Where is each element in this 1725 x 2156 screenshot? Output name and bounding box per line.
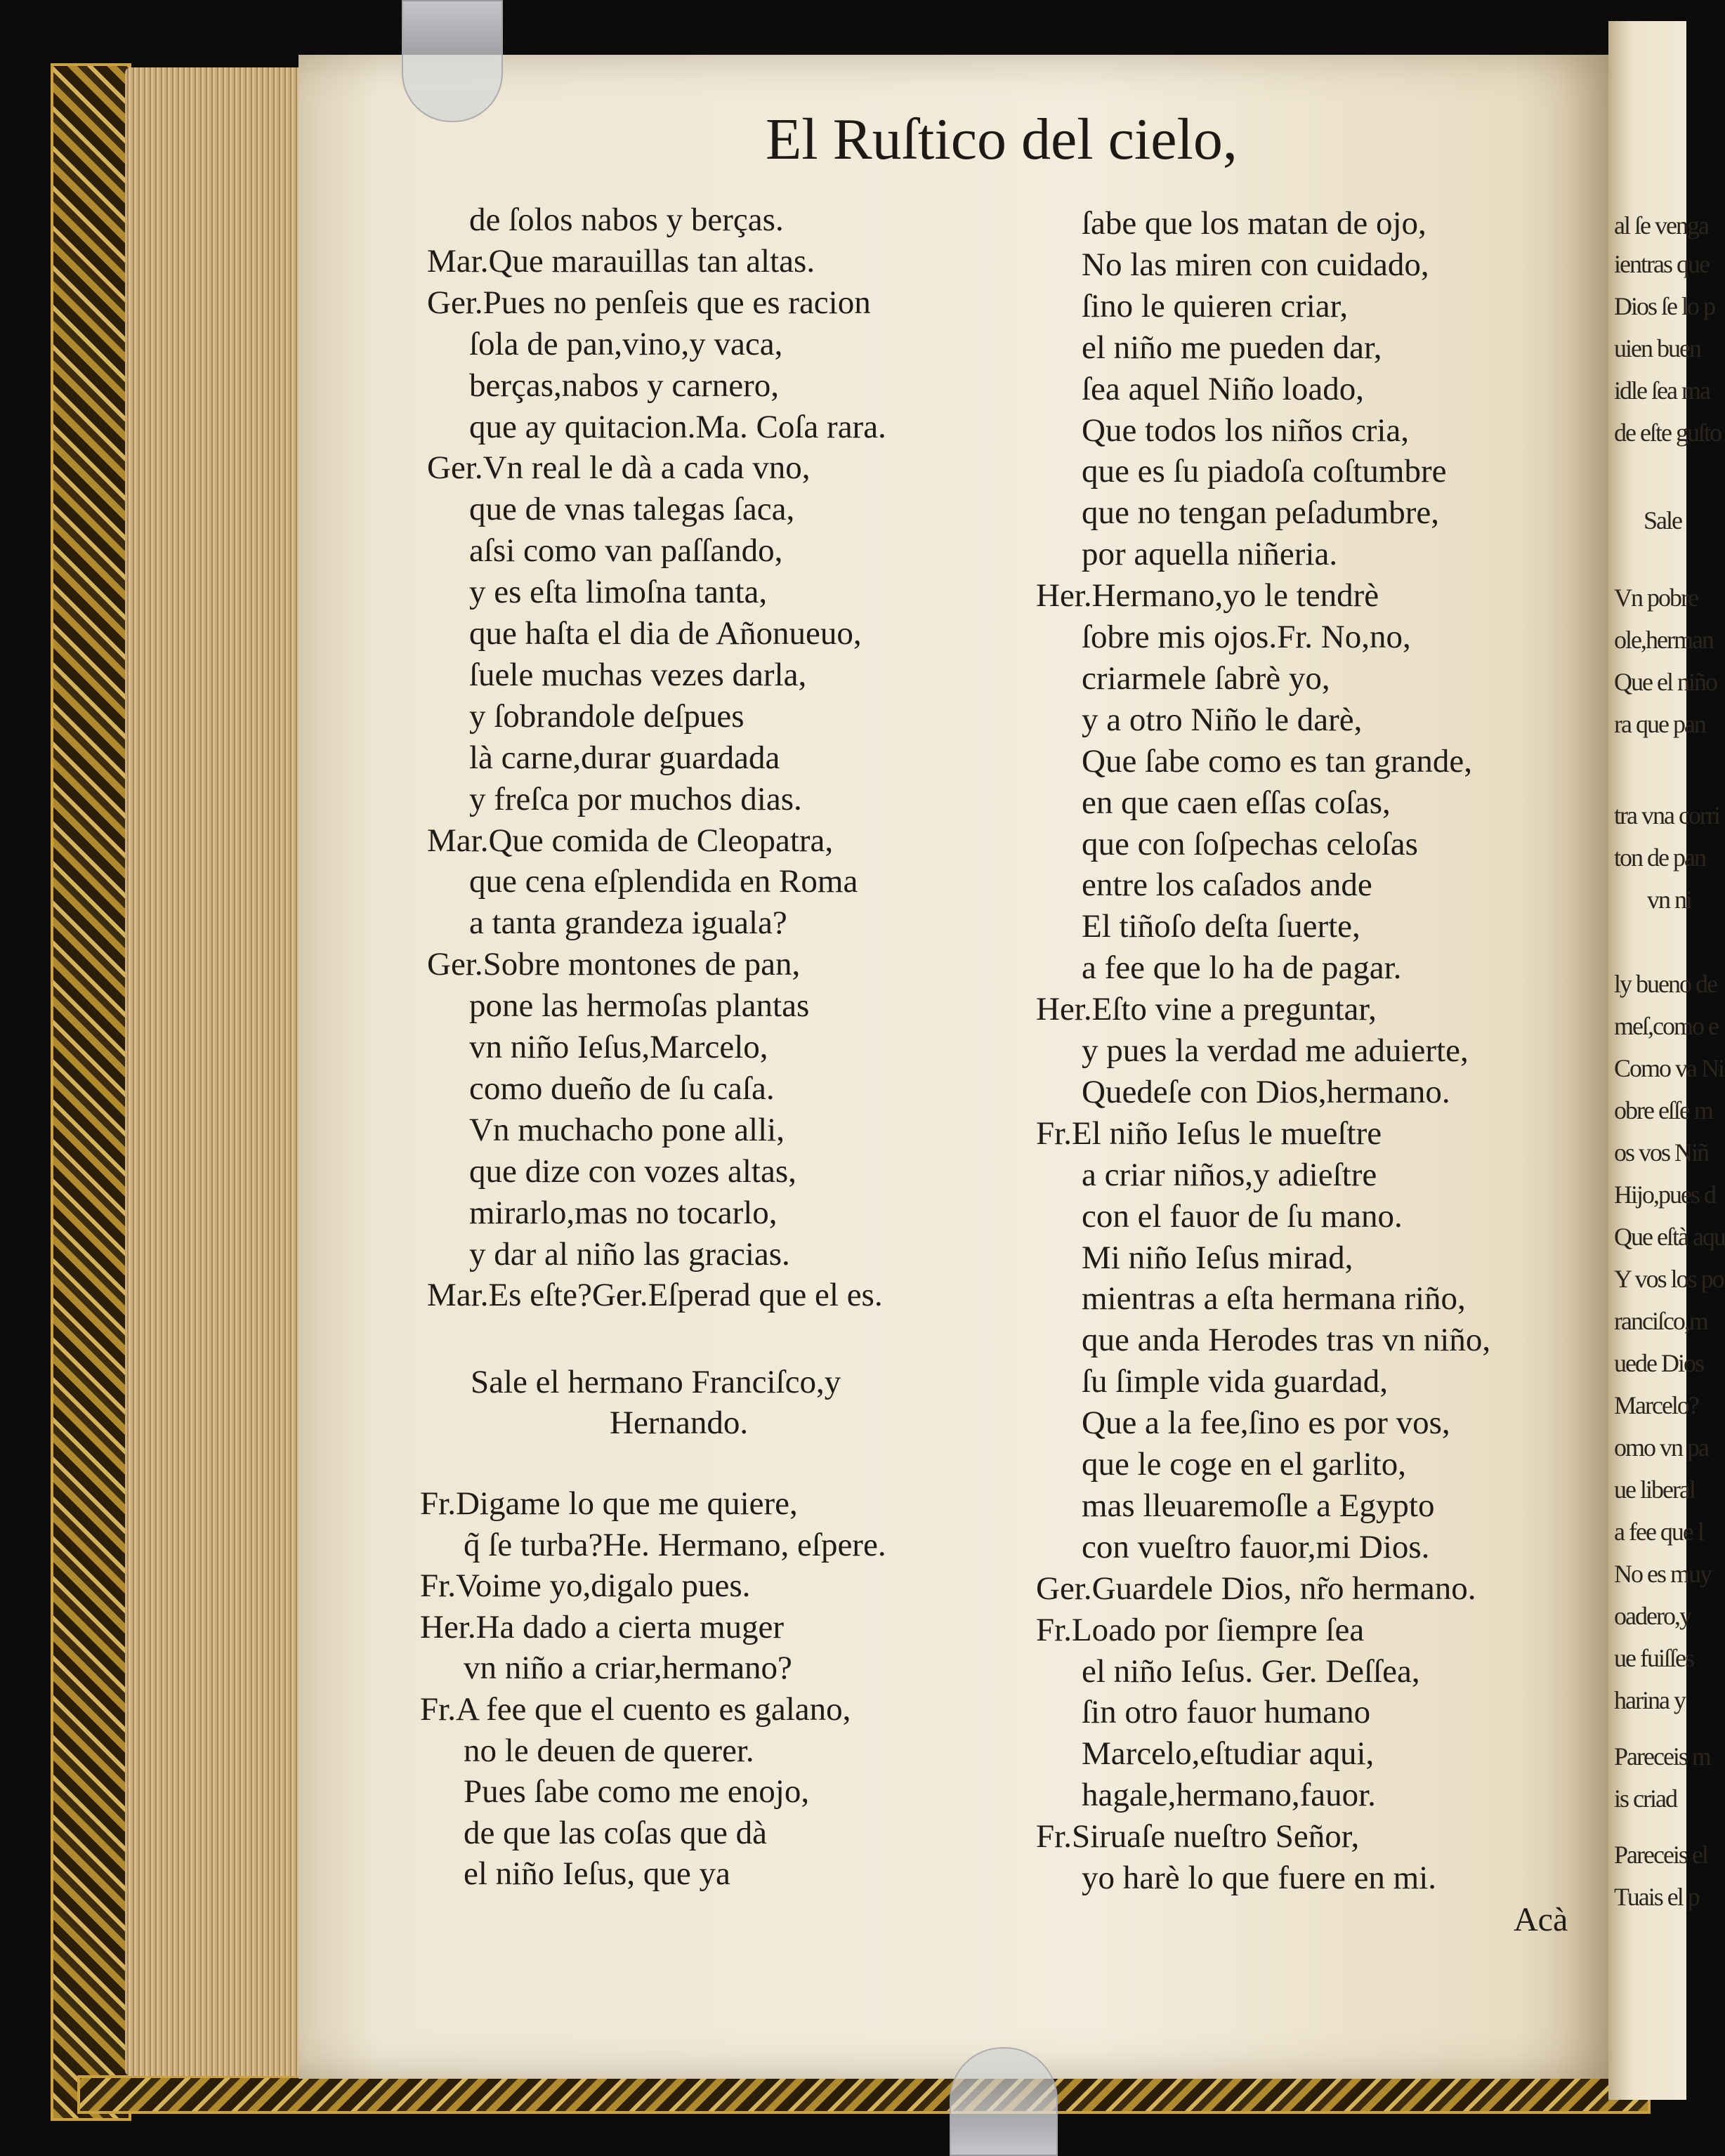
- facing-page-fragment: Tuais el p: [1614, 1883, 1699, 1911]
- verse-line: mas lleuaremoſle a Egypto: [1082, 1487, 1435, 1524]
- verse-line: Her.Ha dado a cierta muger: [420, 1608, 785, 1645]
- verse-line: vn niño a criar,hermano?: [464, 1650, 792, 1687]
- verse-line: berças,nabos y carnero,: [469, 367, 780, 404]
- gilt-cover-edge: [51, 63, 131, 2121]
- facing-page-fragment: Dios ſe lo p: [1614, 292, 1714, 320]
- verse-line: ſin otro fauor humano: [1082, 1694, 1371, 1731]
- verse-line: Que ſabe como es tan grande,: [1082, 742, 1472, 780]
- verse-line: que cena eſplendida en Roma: [469, 863, 858, 900]
- facing-page-fragment: ranciſco,m: [1614, 1307, 1707, 1335]
- facing-page-fragment: ue liberal: [1614, 1475, 1695, 1504]
- facing-page-fragment: uien buen: [1614, 334, 1700, 362]
- verse-line: por aquella niñeria.: [1082, 536, 1338, 573]
- verse-line: vn niño Ieſus,Marcelo,: [469, 1029, 768, 1065]
- verse-line: ſuele muchas vezes darla,: [469, 656, 807, 693]
- facing-page-fragment: tra vna corri: [1614, 801, 1719, 829]
- facing-page-fragment: Hijo,pues d: [1614, 1181, 1715, 1209]
- verse-line: Her.Eſto vine a preguntar,: [1036, 991, 1377, 1028]
- facing-page-fragment: oadero,y: [1614, 1602, 1691, 1630]
- verse-line: entre los caſados ande: [1082, 867, 1372, 904]
- verse-line: ſea aquel Niño loado,: [1082, 370, 1364, 407]
- verse-line: criarmele ſabrè yo,: [1082, 659, 1330, 697]
- verse-line: y es eſta limoſna tanta,: [469, 574, 768, 611]
- verse-line: que ay quitacion.Ma. Coſa rara.: [469, 408, 886, 445]
- page-fore-edge: [125, 67, 304, 2076]
- facing-page-fragment: ue fuiſſes: [1614, 1644, 1693, 1672]
- facing-page-fragment: a fee que l: [1614, 1518, 1703, 1546]
- facing-page-fragment: idle ſea ma: [1614, 376, 1710, 405]
- stage-direction-line: Hernando.: [610, 1405, 749, 1441]
- verse-line: ſino le quieren criar,: [1082, 287, 1349, 324]
- facing-page-fragment: os vos Niñ: [1614, 1138, 1709, 1166]
- verse-line: ſola de pan,vino,y vaca,: [469, 325, 783, 362]
- verse-line: y dar al niño las gracias.: [469, 1235, 790, 1273]
- verse-line: Que todos los niños cria,: [1082, 412, 1410, 449]
- facing-page-fragment: No es muy: [1614, 1560, 1711, 1588]
- facing-page-fragment: Que eſtà aqu: [1614, 1223, 1725, 1251]
- verse-line: que de vnas talegas ſaca,: [469, 491, 795, 528]
- verse-line: mirarlo,mas no tocarlo,: [469, 1194, 778, 1231]
- facing-page-fragment: Que el niño: [1614, 668, 1717, 696]
- verse-line: Vn muchacho pone alli,: [469, 1111, 785, 1148]
- verse-line: Mar.Que comida de Cleopatra,: [427, 822, 834, 859]
- facing-page-fragment: Y vos los po: [1614, 1265, 1724, 1293]
- verse-line: Ger.Guardele Dios, nr̃o hermano.: [1036, 1570, 1476, 1607]
- verse-line: ſobre mis ojos.Fr. No,no,: [1082, 619, 1411, 655]
- running-head: El Ruſtico del cielo,: [766, 107, 1238, 172]
- verse-line: el niño me pueden dar,: [1082, 329, 1382, 366]
- verse-line: Fr.El niño Ieſus le mueſtre: [1036, 1115, 1382, 1152]
- verse-line: como dueño de ſu caſa.: [469, 1070, 775, 1107]
- verse-line: Que a la fee,ſino es por vos,: [1082, 1405, 1450, 1442]
- catchword: Acà: [1514, 1901, 1568, 1938]
- facing-page-fragment: harina y: [1614, 1686, 1685, 1714]
- verse-line: Quedeſe con Dios,hermano.: [1082, 1073, 1450, 1110]
- verse-line: pone las hermoſas plantas: [469, 987, 810, 1025]
- verse-line: y pues la verdad me aduierte,: [1082, 1032, 1469, 1069]
- stage-direction-line: Sale el hermano Franciſco,y: [471, 1364, 841, 1400]
- page-clip-top: [402, 0, 503, 122]
- verse-line: Marcelo,eſtudiar aqui,: [1082, 1735, 1375, 1773]
- verse-line: a tanta grandeza iguala?: [469, 905, 787, 942]
- verse-line: Fr.A fee que el cuento es galano,: [420, 1691, 851, 1728]
- verse-line: Ger.Pues no penſeis que es racion: [427, 284, 871, 321]
- verse-line: de que las coſas que dà: [464, 1814, 767, 1851]
- verse-line: a criar niños,y adieſtre: [1082, 1156, 1377, 1193]
- verse-line: Ger.Vn real le dà a cada vno,: [427, 449, 811, 487]
- facing-page-fragment: Pareceis el: [1614, 1841, 1707, 1869]
- verse-line: y ſobrandole deſpues: [469, 697, 745, 735]
- facing-page-fragment: de eſte guſto: [1614, 419, 1721, 447]
- verse-line: que con ſoſpechas celoſas: [1082, 825, 1418, 862]
- facing-page-fragment: obre eſſe m: [1614, 1096, 1712, 1124]
- facing-page-fragment: ientras que: [1614, 250, 1709, 278]
- verse-line: que le coge en el garlito,: [1082, 1446, 1406, 1483]
- verse-line: El tiñoſo deſta ſuerte,: [1082, 908, 1360, 945]
- verse-line: No las miren con cuidado,: [1082, 246, 1429, 283]
- facing-page-fragment: Vn pobre: [1614, 584, 1698, 612]
- verse-line: el niño Ieſus, que ya: [464, 1855, 730, 1893]
- verse-line: Mi niño Ieſus mirad,: [1082, 1239, 1353, 1276]
- verse-line: a fee que lo ha de pagar.: [1082, 949, 1402, 987]
- verse-line: Mar.Que marauillas tan altas.: [427, 242, 815, 280]
- verse-line: con el fauor de ſu mano.: [1082, 1197, 1403, 1235]
- verse-line: que dize con vozes altas,: [469, 1152, 796, 1190]
- verse-line: con vueſtro fauor,mi Dios.: [1082, 1528, 1430, 1565]
- facing-page-edge: [1608, 21, 1725, 2100]
- verse-line: Ger.Sobre montones de pan,: [427, 946, 801, 983]
- verse-line: là carne,durar guardada: [469, 739, 780, 776]
- facing-page-fragment: Sale: [1644, 506, 1681, 534]
- verse-line: de ſolos nabos y berças.: [469, 202, 784, 238]
- verse-line: y freſca por muchos dias.: [469, 780, 802, 817]
- facing-page-fragment: Como va Ni: [1614, 1054, 1724, 1082]
- gilt-cover-bottom: [77, 2075, 1651, 2114]
- facing-page-fragment: al ſe venga: [1614, 211, 1708, 239]
- facing-page-fragment: vn ni: [1647, 886, 1692, 914]
- facing-page-fragment: omo vn pa: [1614, 1433, 1708, 1461]
- verse-line: que haſta el dia de Añonueuo,: [469, 615, 862, 652]
- facing-page-fragment: ton de pan: [1614, 843, 1705, 872]
- verse-line: mientras a eſta hermana riño,: [1082, 1280, 1466, 1317]
- verse-line: Mar.Es eſte?Ger.Eſperad que el es.: [427, 1277, 883, 1314]
- facing-page-fragment: Marcelo?: [1614, 1391, 1698, 1419]
- verse-line: q̃ ſe turba?He. Hermano, eſpere.: [464, 1526, 886, 1563]
- verse-line: que es ſu piadoſa coſtumbre: [1082, 453, 1447, 490]
- verse-line: yo harè lo que fuere en mi.: [1082, 1860, 1437, 1896]
- page-clip-bottom: [950, 2047, 1058, 2156]
- facing-page-fragment: is criad: [1614, 1784, 1677, 1813]
- verse-line: que anda Herodes tras vn niño,: [1082, 1322, 1491, 1359]
- verse-line: Fr.Loado por ſiempre ſea: [1036, 1611, 1365, 1648]
- facing-page-fragment: uede Dios: [1614, 1349, 1703, 1377]
- verse-line: en que caen eſſas coſas,: [1082, 784, 1391, 821]
- facing-page-fragment: meſ,como e: [1614, 1012, 1718, 1040]
- verse-line: y a otro Niño le darè,: [1082, 701, 1363, 738]
- verse-line: ſabe que los matan de ojo,: [1082, 205, 1426, 242]
- verse-line: hagale,hermano,fauor.: [1082, 1777, 1376, 1814]
- verse-line: Her.Hermano,yo le tendrè: [1036, 577, 1379, 614]
- verse-line: que no tengan peſadumbre,: [1082, 494, 1439, 532]
- verse-line: el niño Ieſus. Ger. Deſſea,: [1082, 1652, 1420, 1690]
- verse-line: ſu ſimple vida guardad,: [1082, 1363, 1388, 1400]
- verse-line: Fr.Voime yo,digalo pues.: [420, 1567, 751, 1605]
- facing-page-fragment: ra que pan: [1614, 710, 1705, 738]
- facing-page-fragment: Pareceis m: [1614, 1742, 1710, 1770]
- facing-page-fragment: ly bueno de: [1614, 970, 1717, 998]
- verse-line: Pues ſabe como me enojo,: [464, 1773, 810, 1810]
- verse-line: Fr.Digame lo que me quiere,: [420, 1485, 798, 1522]
- verse-line: aſsi como van paſſando,: [469, 532, 783, 570]
- verse-line: Fr.Siruaſe nueſtro Señor,: [1036, 1818, 1360, 1855]
- facing-page-fragment: ole,herman: [1614, 626, 1713, 654]
- verse-line: no le deuen de querer.: [464, 1732, 754, 1769]
